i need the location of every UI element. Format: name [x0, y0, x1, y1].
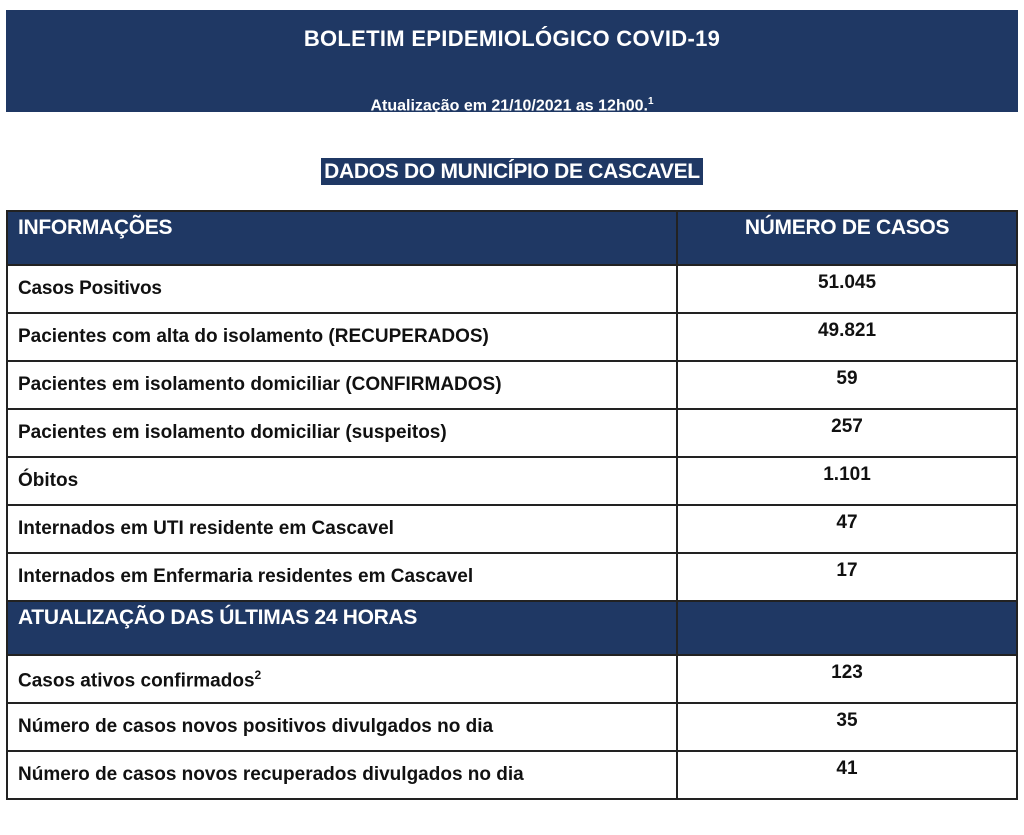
- bulletin-banner: [6, 10, 1018, 115]
- section-heading: [0, 160, 1024, 184]
- row-value: 1.101: [677, 457, 1017, 505]
- row-label: Internados em Enfermaria residentes em Cascavel: [7, 553, 677, 601]
- row-value: 257: [677, 409, 1017, 457]
- table-row: [7, 703, 1017, 751]
- table-row: [7, 265, 1017, 313]
- row-label: Pacientes com alta do isolamento (RECUPERADOS): [7, 313, 677, 361]
- row-value: 59: [677, 361, 1017, 409]
- row-label: Número de casos novos recuperados divulgados no dia: [7, 751, 677, 799]
- row-value: 49.821: [677, 313, 1017, 361]
- table-subheader-row: [7, 601, 1017, 655]
- row-label: Número de casos novos positivos divulgados no dia: [7, 703, 677, 751]
- row-value: 35: [677, 703, 1017, 751]
- row-label: Casos Positivos: [7, 265, 677, 313]
- header-informacoes: INFORMAÇÕES: [7, 211, 677, 265]
- table-row: [7, 361, 1017, 409]
- row-value: 47: [677, 505, 1017, 553]
- table-row: [7, 457, 1017, 505]
- table-row: [7, 409, 1017, 457]
- row-label: Óbitos: [7, 457, 677, 505]
- table-row: [7, 313, 1017, 361]
- table-row: [7, 505, 1017, 553]
- update-footnote-marker: 1: [647, 96, 654, 107]
- row-label: [7, 655, 677, 703]
- section-heading-text: DADOS DO MUNICÍPIO DE CASCAVEL: [321, 158, 703, 185]
- cases-table: [6, 210, 1018, 800]
- header-numero-de-casos: NÚMERO DE CASOS: [677, 211, 1017, 265]
- row-label: Pacientes em isolamento domiciliar (suspeitos): [7, 409, 677, 457]
- table-row: [7, 655, 1017, 703]
- table-header-row: [7, 211, 1017, 265]
- subheader-ultimas-24-horas: ATUALIZAÇÃO DAS ÚLTIMAS 24 HORAS: [7, 601, 677, 655]
- row-label: Pacientes em isolamento domiciliar (CONFIRMADOS): [7, 361, 677, 409]
- subheader-value: [677, 601, 1017, 655]
- row-label-text: Casos ativos confirmados: [18, 670, 255, 692]
- row-value: 123: [677, 655, 1017, 703]
- table-row: [7, 553, 1017, 601]
- row-value: 41: [677, 751, 1017, 799]
- footnote-marker: 2: [254, 668, 262, 682]
- row-value: 17: [677, 553, 1017, 601]
- update-text: Atualização em 21/10/2021 as 12h00.: [370, 97, 648, 115]
- row-label: Internados em UTI residente em Cascavel: [7, 505, 677, 553]
- update-timestamp: [6, 96, 1018, 115]
- bulletin-title: BOLETIM EPIDEMIOLÓGICO COVID-19: [303, 26, 721, 51]
- row-value: 51.045: [677, 265, 1017, 313]
- table-row: [7, 751, 1017, 799]
